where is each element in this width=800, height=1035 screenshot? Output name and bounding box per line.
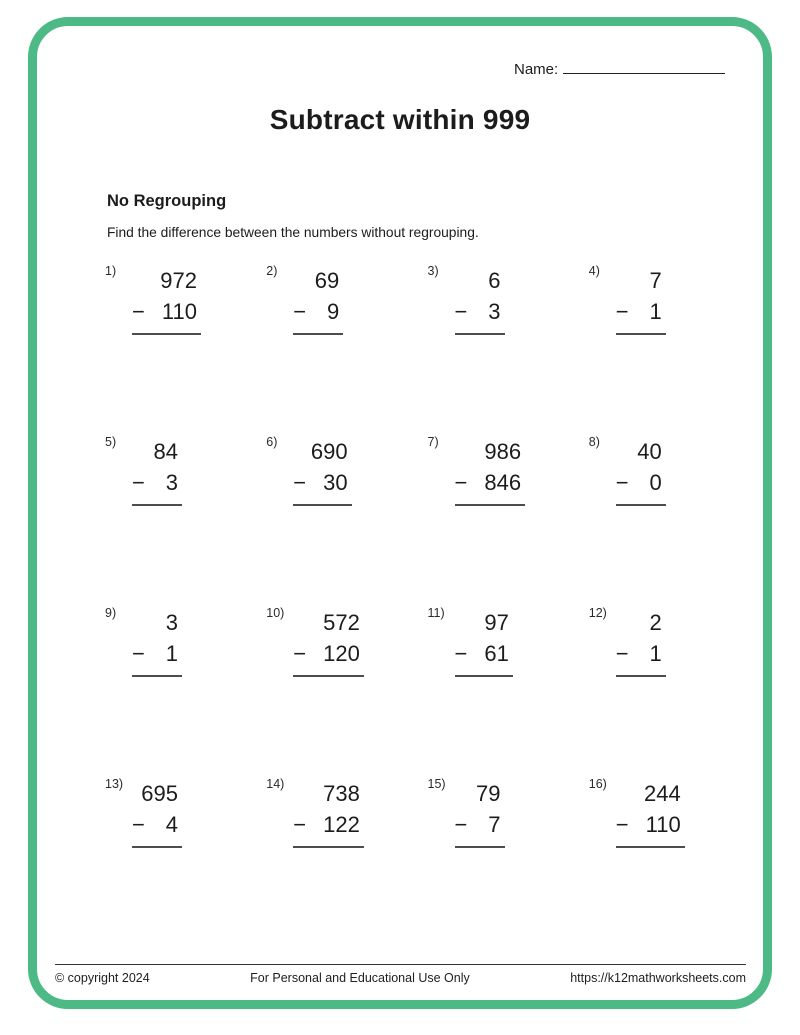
minus-sign: − [132, 641, 145, 666]
problem-15 [428, 775, 589, 946]
problem-work [455, 608, 513, 677]
answer-line [293, 675, 364, 677]
subtrahend: 0 [649, 470, 662, 495]
minus-sign: − [454, 470, 468, 495]
problem-6 [266, 433, 427, 604]
subtrahend: 61 [484, 641, 509, 666]
subtrahend-row [293, 467, 351, 498]
problem-number: 5) [105, 435, 117, 449]
minuend: 572 [323, 610, 360, 635]
problem-number: 3) [427, 264, 439, 278]
minuend: 69 [314, 268, 340, 293]
problem-1 [105, 262, 266, 433]
name-label: Name: [514, 61, 559, 78]
problems-grid [105, 262, 750, 946]
minuend: 6 [488, 268, 501, 293]
minus-sign: − [293, 812, 307, 837]
minus-sign: − [615, 470, 629, 495]
subtrahend: 3 [488, 299, 501, 324]
subtrahend: 846 [484, 470, 522, 495]
subtrahend-row [616, 809, 685, 840]
subtrahend-row [293, 809, 364, 840]
problem-work [616, 779, 685, 848]
answer-line [293, 846, 364, 848]
answer-line [293, 504, 351, 506]
problem-14 [266, 775, 427, 946]
minus-sign: − [615, 641, 629, 666]
answer-line [132, 504, 182, 506]
problem-number: 7) [427, 435, 439, 449]
subtrahend-row [455, 467, 526, 498]
minuend: 986 [484, 439, 522, 464]
problem-work [455, 779, 505, 848]
problem-work [455, 266, 505, 335]
problem-work [616, 437, 666, 506]
name-blank-line [563, 59, 725, 74]
minuend: 690 [310, 439, 348, 464]
footer [55, 971, 746, 985]
problem-work [132, 779, 182, 848]
subtrahend-row [293, 296, 343, 327]
minus-sign: − [615, 299, 629, 324]
subtrahend-row [455, 638, 513, 669]
subtrahend: 9 [327, 299, 340, 324]
footer-divider [55, 964, 746, 965]
minuend: 972 [160, 268, 197, 293]
problem-number: 13) [105, 777, 124, 791]
problem-work [132, 608, 182, 677]
minuend: 40 [637, 439, 662, 464]
problem-work [455, 437, 526, 506]
minuend: 738 [323, 781, 360, 806]
minuend: 84 [153, 439, 178, 464]
problem-work [616, 266, 666, 335]
minus-sign: − [132, 470, 145, 495]
subtrahend-row [616, 467, 666, 498]
subtrahend-row [132, 809, 182, 840]
minus-sign: − [132, 812, 145, 837]
problem-number: 11) [427, 606, 445, 620]
answer-line [616, 333, 666, 335]
instructions-text: Find the difference between the numbers without regrouping. [107, 225, 479, 240]
problem-number: 4) [588, 264, 600, 278]
answer-line [132, 846, 182, 848]
subtrahend-row [132, 638, 182, 669]
answer-line [616, 675, 666, 677]
subtrahend: 110 [161, 299, 197, 324]
subtrahend: 4 [165, 812, 178, 837]
problem-number: 2) [266, 264, 278, 278]
minuend: 695 [141, 781, 178, 806]
minuend: 79 [476, 781, 501, 806]
answer-line [132, 333, 201, 335]
problem-12 [589, 604, 750, 775]
minuend: 2 [649, 610, 662, 635]
problem-number: 14) [266, 777, 285, 791]
answer-line [455, 675, 513, 677]
footer-copyright: © copyright 2024 [55, 971, 150, 985]
problem-13 [105, 775, 266, 946]
problem-7 [428, 433, 589, 604]
name-row [514, 59, 725, 78]
subtrahend-row [616, 638, 666, 669]
problem-number: 16) [588, 777, 607, 791]
footer-website-link[interactable]: https://k12mathworksheets.com [570, 971, 746, 985]
minus-sign: − [454, 812, 468, 837]
subtrahend-row [132, 467, 182, 498]
problem-work [132, 437, 182, 506]
problem-number: 12) [588, 606, 607, 620]
answer-line [455, 333, 505, 335]
problem-work [293, 779, 364, 848]
subtrahend-row [132, 296, 201, 327]
minuend: 97 [484, 610, 509, 635]
problem-11 [428, 604, 589, 775]
subtrahend: 120 [323, 641, 360, 666]
subtrahend: 122 [323, 812, 360, 837]
footer-usage-note: For Personal and Educational Use Only [250, 971, 470, 985]
minus-sign: − [132, 299, 145, 324]
problem-5 [105, 433, 266, 604]
problem-work [293, 608, 364, 677]
minus-sign: − [454, 299, 468, 324]
subtrahend: 1 [649, 299, 662, 324]
problem-number: 6) [266, 435, 278, 449]
problem-16 [589, 775, 750, 946]
minus-sign: − [293, 641, 307, 666]
minus-sign: − [454, 641, 468, 666]
subtrahend: 3 [165, 470, 178, 495]
subtrahend: 7 [488, 812, 501, 837]
problem-4 [589, 262, 750, 433]
minuend: 244 [643, 781, 681, 806]
problem-number: 10) [266, 606, 285, 620]
answer-line [455, 846, 505, 848]
problem-number: 9) [105, 606, 117, 620]
minuend: 7 [649, 268, 662, 293]
subtrahend: 110 [645, 812, 681, 837]
answer-line [616, 504, 666, 506]
subtrahend: 1 [165, 641, 178, 666]
problem-number: 8) [588, 435, 600, 449]
answer-line [293, 333, 343, 335]
minus-sign: − [615, 812, 629, 837]
subtrahend-row [616, 296, 666, 327]
problem-9 [105, 604, 266, 775]
subtrahend-row [455, 296, 505, 327]
subtrahend-row [455, 809, 505, 840]
subtrahend: 30 [323, 470, 348, 495]
answer-line [616, 846, 685, 848]
problem-number: 15) [427, 777, 446, 791]
problem-10 [266, 604, 427, 775]
problem-work [293, 437, 351, 506]
answer-line [455, 504, 526, 506]
subtrahend-row [293, 638, 364, 669]
problem-number: 1) [105, 264, 117, 278]
answer-line [132, 675, 182, 677]
minuend: 3 [165, 610, 178, 635]
minus-sign: − [293, 470, 307, 495]
page-title: Subtract within 999 [269, 104, 531, 135]
problem-3 [428, 262, 589, 433]
section-heading: No Regrouping [107, 192, 227, 210]
problem-work [293, 266, 343, 335]
problem-work [132, 266, 201, 335]
subtrahend: 1 [649, 641, 662, 666]
minus-sign: − [293, 299, 307, 324]
problem-2 [266, 262, 427, 433]
problem-work [616, 608, 666, 677]
problem-8 [589, 433, 750, 604]
